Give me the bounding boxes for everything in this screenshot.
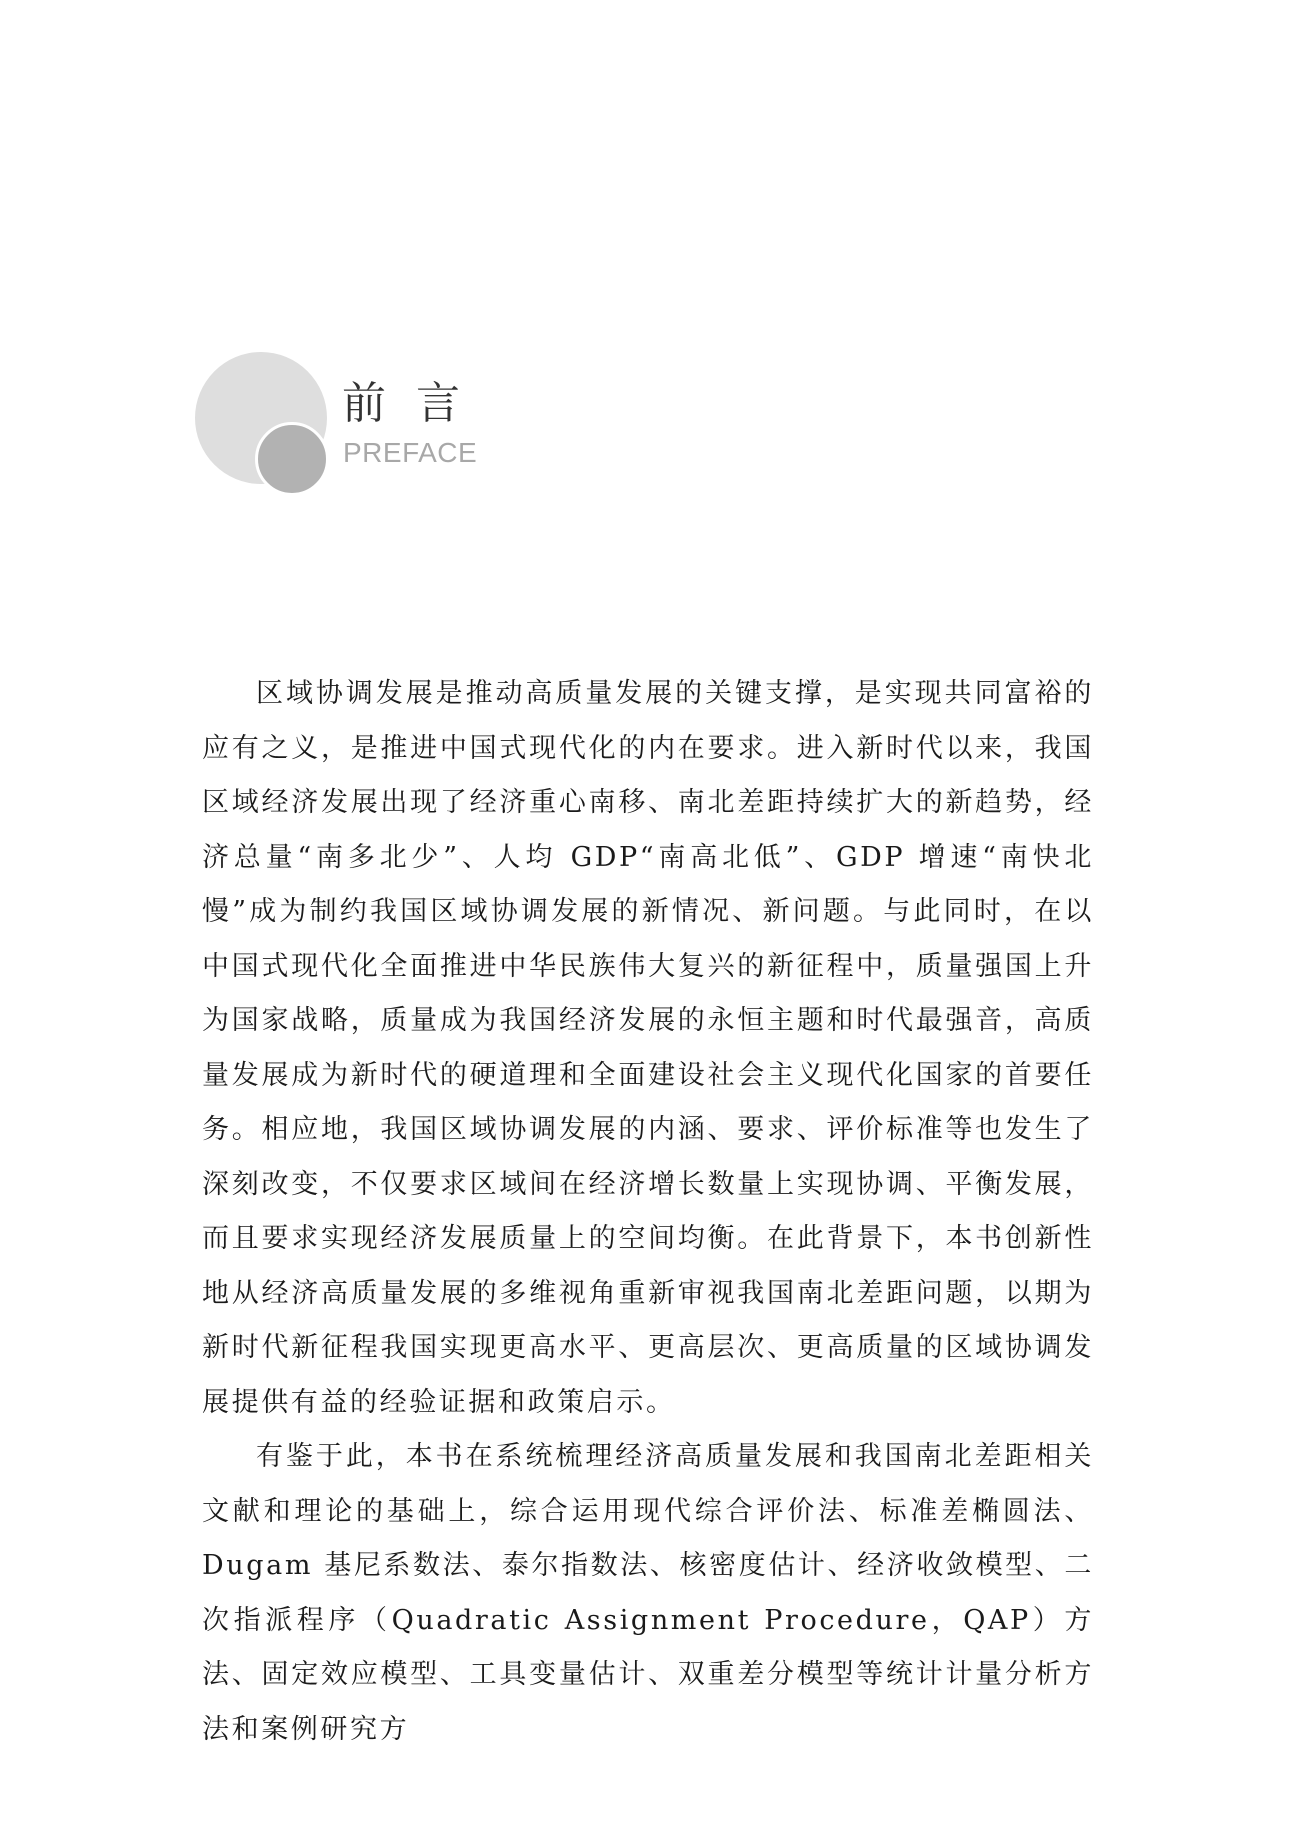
body-text [202, 667, 1094, 1757]
paragraph-2: 有鉴于此，本书在系统梳理经济高质量发展和我国南北差距相关文献和理论的基础上，综合运用现代综合评价法、标准差椭圆法、Dugam 基尼系数法、泰尔指数法、核密度估计、经济收敛模型、二次指派程序（Quadratic Assignment Procedure，QAP）方法、固定效应模型、工具变量估计、双重差分模型等统计计量分析方法和案例研究方 [202, 1441, 1094, 1745]
paragraph-1: 区域协调发展是推动高质量发展的关键支撑，是实现共同富裕的应有之义，是推进中国式现代化的内在要求。进入新时代以来，我国区域经济发展出现了经济重心南移、南北差距持续扩大的新趋势，经济总量“南多北少”、人均 GDP“南高北低”、GDP 增速“南快北慢”成为制约我国区域协调发展的新情况、新问题。与此同时，在以中国式现代化全面推进中华民族伟大复兴的新征程中，质量强国上升为国家战略，质量成为我国经济发展的永恒主题和时代最强音，高质量发展成为新时代的硬道理和全面建设社会主义现代化国家的首要任务。相应地，我国区域协调发展的内涵、要求、评价标准等也发生了深刻改变，不仅要求区域间在经济增长数量上实现协调、平衡发展，而且要求实现经济发展质量上的空间均衡。在此背景下，本书创新性地从经济高质量发展的多维视角重新审视我国南北差距问题，以期为新时代新征程我国实现更高水平、更高层次、更高质量的区域协调发展提供有益的经验证据和政策启示。 [202, 678, 1094, 1418]
page-subtitle: PREFACE [343, 437, 478, 468]
page-title: 前言 [342, 378, 490, 429]
decorative-small-circle [255, 422, 329, 496]
